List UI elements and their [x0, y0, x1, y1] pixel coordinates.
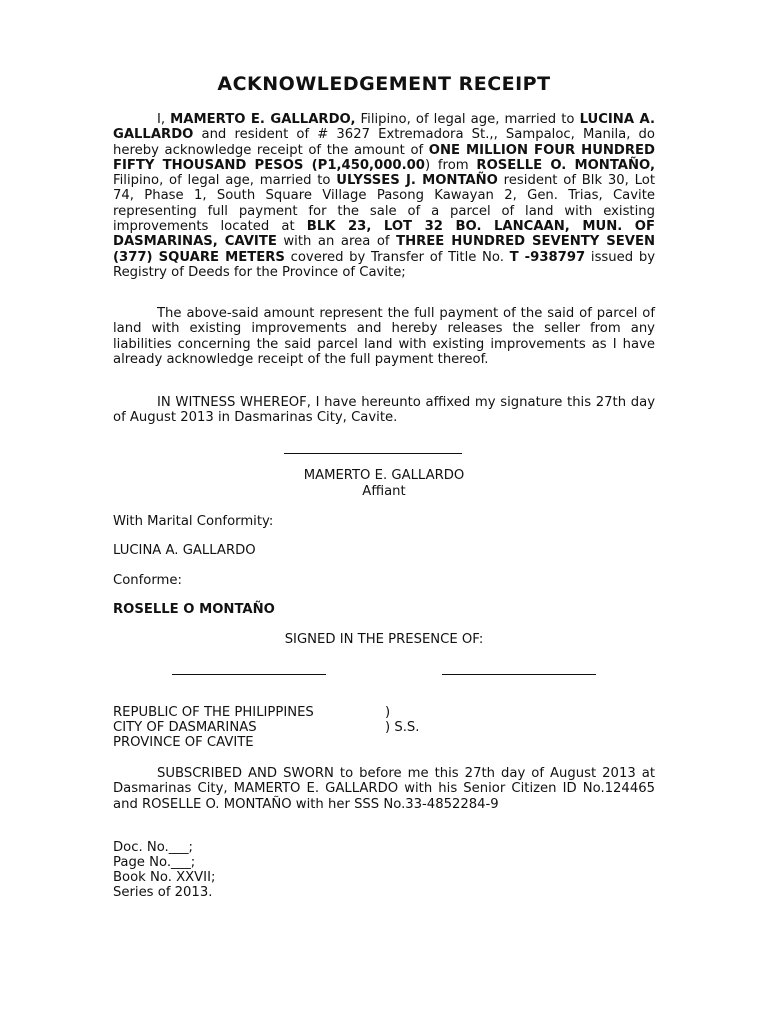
witness-signature-line-2	[442, 674, 596, 675]
venue-country: REPUBLIC OF THE PHILIPPINES	[113, 705, 314, 720]
venue-province: PROVINCE OF CAVITE	[113, 735, 254, 750]
marital-conformity-label: With Marital Conformity:	[113, 514, 274, 529]
venue-ss: ) S.S.	[385, 720, 420, 735]
conforme-label: Conforme:	[113, 573, 182, 588]
affiant-label: Affiant	[362, 484, 406, 499]
doc-number: Doc. No.___;	[113, 840, 193, 855]
page-number: Page No.___;	[113, 855, 196, 870]
venue-bracket-1: )	[385, 705, 391, 720]
venue-city: CITY OF DASMARINAS	[113, 720, 257, 735]
paragraph-full-payment: The above-said amount represent the full payment of the said of parcel of land with existing improvements and hereby releases the seller from any liabilities concerning the said parcel land with existing improvements as I have already acknowledge receipt of the full payment thereof.	[113, 306, 655, 367]
witness-signature-line-1	[172, 674, 326, 675]
paragraph-acknowledgement: I, MAMERTO E. GALLARDO, Filipino, of legal age, married to LUCINA A. GALLARDO and resident of # 3627 Extremadora St.,, Sampaloc, Manila, do hereby acknowledge receipt of the amount of ONE MILLION FOUR HUNDRED FIFTY THOUSAND PESOS (P1,450,000.00) from ROSELLE O. MONTAÑO, Filipino, of legal age, married to ULYSSES J. MONTAÑO resident of Blk 30, Lot 74, Phase 1, South Square Village Pasong Kawayan 2, Gen. Trias, Cavite representing full payment for the sale of a parcel of land with existing improvements located at BLK 23, LOT 32 BO. LANCAAN, MUN. OF DASMARINAS, CAVITE with an area of THREE HUNDRED SEVENTY SEVEN (377) SQUARE METERS covered by Transfer of Title No. T -938797 issued by Registry of Deeds for the Province of Cavite;	[113, 112, 656, 280]
paragraph-witness-whereof: IN WITNESS WHEREOF, I have hereunto affixed my signature this 27th day of August 2013 in Dasmarinas City, Cavite.	[113, 395, 655, 426]
affiant-name: MAMERTO E. GALLARDO	[303, 468, 465, 483]
spouse-name: LUCINA A. GALLARDO	[113, 543, 256, 558]
book-number: Book No. XXVII;	[113, 870, 216, 885]
document-title: ACKNOWLEDGEMENT RECEIPT	[217, 73, 551, 95]
jurat-paragraph: SUBSCRIBED AND SWORN to before me this 27th day of August 2013 at Dasmarinas City, MAMERTO E. GALLARDO with his Senior Citizen ID No.124465 and ROSELLE O. MONTAÑO with her SSS No.33-4852284-9	[113, 766, 655, 812]
witness-heading: SIGNED IN THE PRESENCE OF:	[284, 632, 484, 647]
affiant-signature-line	[284, 453, 462, 454]
series-year: Series of 2013.	[113, 885, 213, 900]
buyer-name: ROSELLE O MONTAÑO	[113, 602, 275, 617]
